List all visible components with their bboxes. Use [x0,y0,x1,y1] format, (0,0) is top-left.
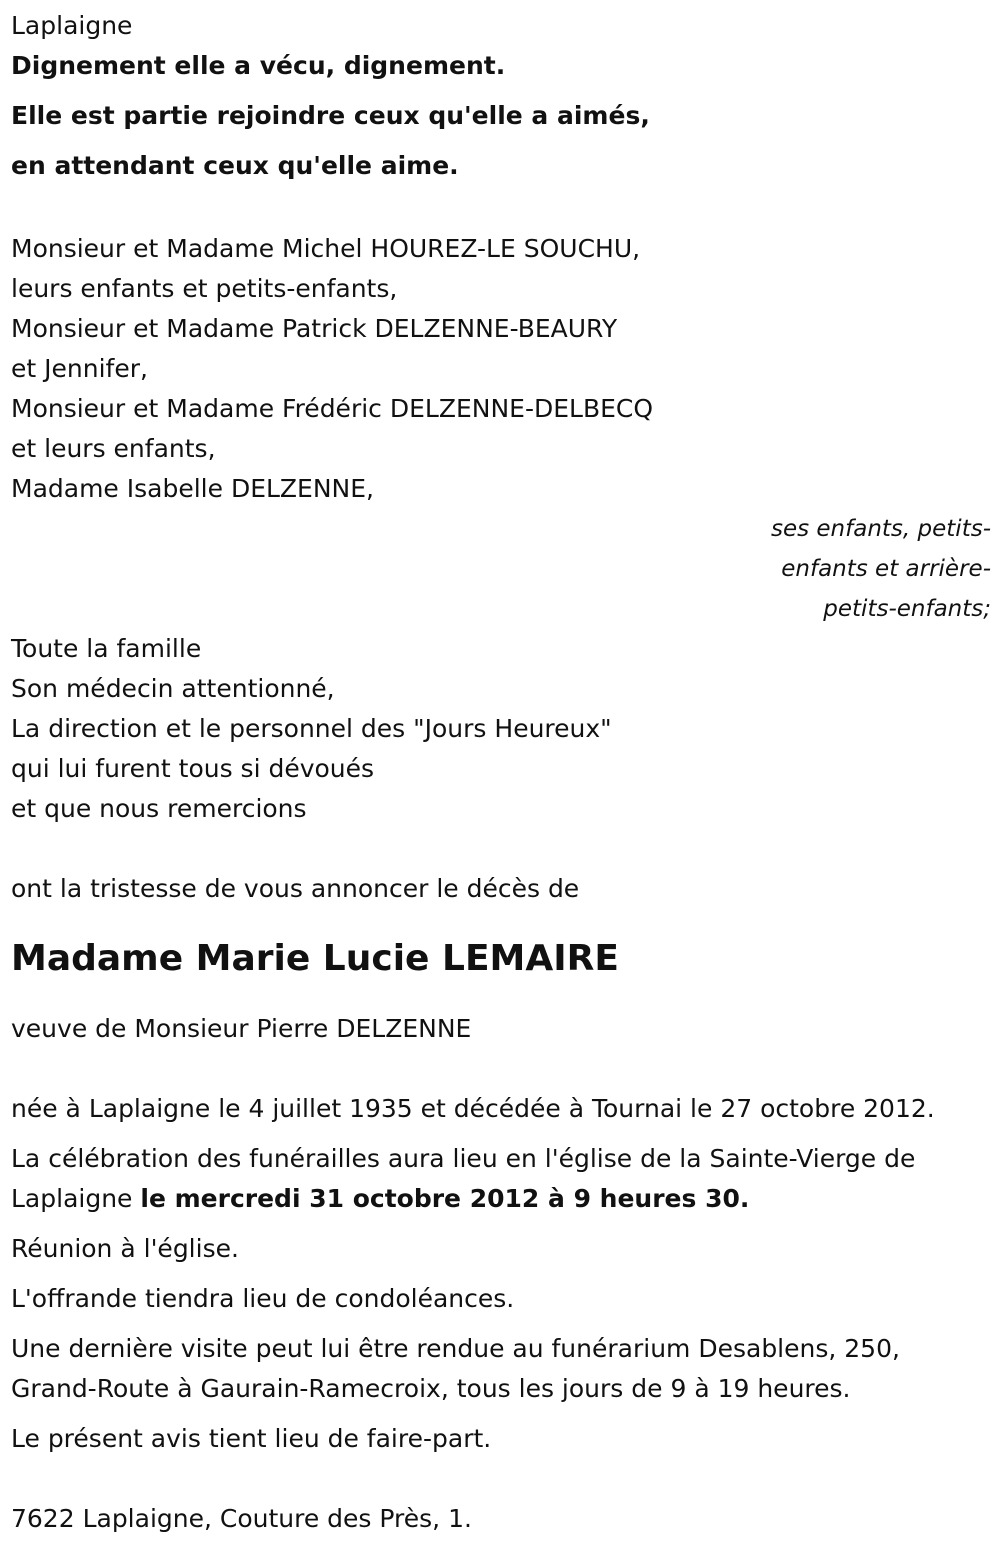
meeting-info: Réunion à l'église. [11,1234,239,1263]
offering-info: L'offrande tiendra lieu de condoléances. [11,1284,515,1313]
family-line: Monsieur et Madame Frédéric DELZENNE-DELBECQ [11,394,654,423]
others-line: Son médecin attentionné, [11,674,335,703]
address: 7622 Laplaigne, Couture des Près, 1. [11,1504,472,1533]
funeral-details [11,1089,991,1459]
family-relation-note [731,509,991,629]
visit-info: Une dernière visite peut lui être rendue au funérarium Desablens, 250, Grand-Route à Gaurain-Ramecroix, tous les jours de 9 à 19 heures. [11,1334,900,1403]
others-line: et que nous remercions [11,794,307,823]
obituary-notice [11,6,991,1539]
others-line: Toute la famille [11,634,202,663]
notice-info: Le présent avis tient lieu de faire-part. [11,1424,492,1453]
deceased-name: Madame Marie Lucie LEMAIRE [11,938,619,979]
announcement: ont la tristesse de vous annoncer le décès de [11,874,580,903]
others-line: qui lui furent tous si dévoués [11,754,375,783]
family-line: Madame Isabelle DELZENNE, [11,474,374,503]
relation-line: enfants et arrière- [781,556,991,582]
widow-of: veuve de Monsieur Pierre DELZENNE [11,1014,472,1043]
family-line: et Jennifer, [11,354,148,383]
birth-death: née à Laplaigne le 4 juillet 1935 et décédée à Tournai le 27 octobre 2012. [11,1094,935,1123]
family-line: Monsieur et Madame Patrick DELZENNE-BEAURY [11,314,618,343]
family-list [11,229,991,509]
quote-line: Dignement elle a vécu, dignement. [11,51,506,80]
funeral-info [11,1139,991,1219]
family-line: Monsieur et Madame Michel HOUREZ-LE SOUCHU, [11,234,641,263]
town-header: Laplaigne [11,11,133,40]
others-list [11,629,991,829]
family-line: et leurs enfants, [11,434,216,463]
quote-line: Elle est partie rejoindre ceux qu'elle a aimés, [11,101,650,130]
epitaph-quote [11,41,991,191]
others-line: La direction et le personnel des "Jours Heureux" [11,714,612,743]
relation-line: petits-enfants; [823,596,991,622]
funeral-date: le mercredi 31 octobre 2012 à 9 heures 30. [140,1184,750,1213]
funeral-text: La célébration des funérailles aura lieu en l'église de la Sainte-Vierge de Laplaigne [11,1144,916,1213]
family-line: leurs enfants et petits-enfants, [11,274,398,303]
quote-line: en attendant ceux qu'elle aime. [11,151,459,180]
relation-line: ses enfants, petits- [770,516,991,542]
